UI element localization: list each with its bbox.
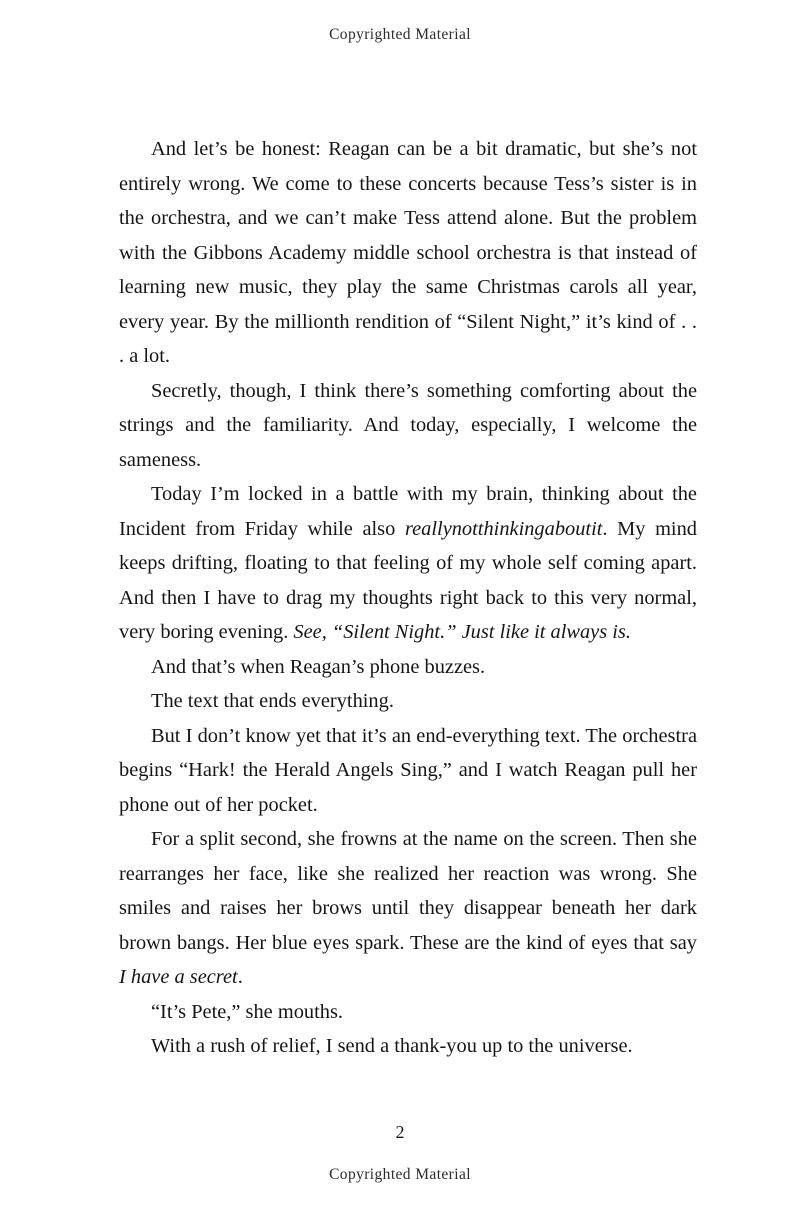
text-run: With a rush of relief, I send a thank-you up to the universe. xyxy=(151,1035,633,1057)
text-run: “It’s Pete,” she mouths. xyxy=(151,1000,343,1023)
copyright-watermark-bottom: Copyrighted Material xyxy=(329,1166,471,1183)
italic-run: See, “Silent Night.” Just like it always is. xyxy=(293,621,631,643)
text-run: And let’s be honest: Reagan can be a bit dramatic, but she’s not entirely wrong. We come to these concerts because Tess’s sister is in the orchestra, and we can’t make Tess attend alone. But the problem with the Gibbons Academy middle school orchestra is that instead of learning new music, they play the same Christmas carols all year, every year. By the millionth rendition of “Silent Night,” it’s kind of . . . a lot. xyxy=(119,138,697,367)
paragraph xyxy=(119,477,697,650)
paragraph xyxy=(119,995,697,1030)
paragraph xyxy=(119,1029,697,1064)
italic-run: reallynotthinkingaboutit xyxy=(404,517,603,540)
italic-run: I have a secret xyxy=(119,966,238,988)
text-run: For a split second, she frowns at the name on the screen. Then she rearranges her face, like she realized her reaction was wrong. She smiles and raises her brows until they disappear beneath her dark brown bangs. Her blue eyes spark. These are the kind of eyes that say xyxy=(119,828,697,954)
paragraph xyxy=(119,374,697,478)
paragraph xyxy=(119,719,697,823)
text-run: Secretly, though, I think there’s something comforting about the strings and the familiarity. And today, especially, I welcome the sameness. xyxy=(119,379,697,471)
text-run: But I don’t know yet that it’s an end-everything text. The orchestra begins “Hark! the Herald Angels Sing,” and I watch Reagan pull her phone out of her pocket. xyxy=(119,724,697,816)
page-number: 2 xyxy=(395,1122,405,1142)
paragraph xyxy=(119,684,697,719)
text-run: The text that ends everything. xyxy=(151,690,394,712)
paragraph xyxy=(119,650,697,685)
paragraph xyxy=(119,132,697,374)
paragraph xyxy=(119,822,697,995)
text-run: . My mind keeps drifting, floating to that feeling of my whole self coming apart. And then I have to drag my thoughts right back to this very normal, very boring evening. xyxy=(119,517,697,643)
text-run: . xyxy=(237,966,243,988)
body-text xyxy=(119,132,697,1064)
copyright-watermark-top: Copyrighted Material xyxy=(329,26,471,43)
text-run: Today I’m locked in a battle with my brain, thinking about the Incident from Friday while also xyxy=(119,483,697,540)
text-run: And that’s when Reagan’s phone buzzes. xyxy=(151,655,486,678)
